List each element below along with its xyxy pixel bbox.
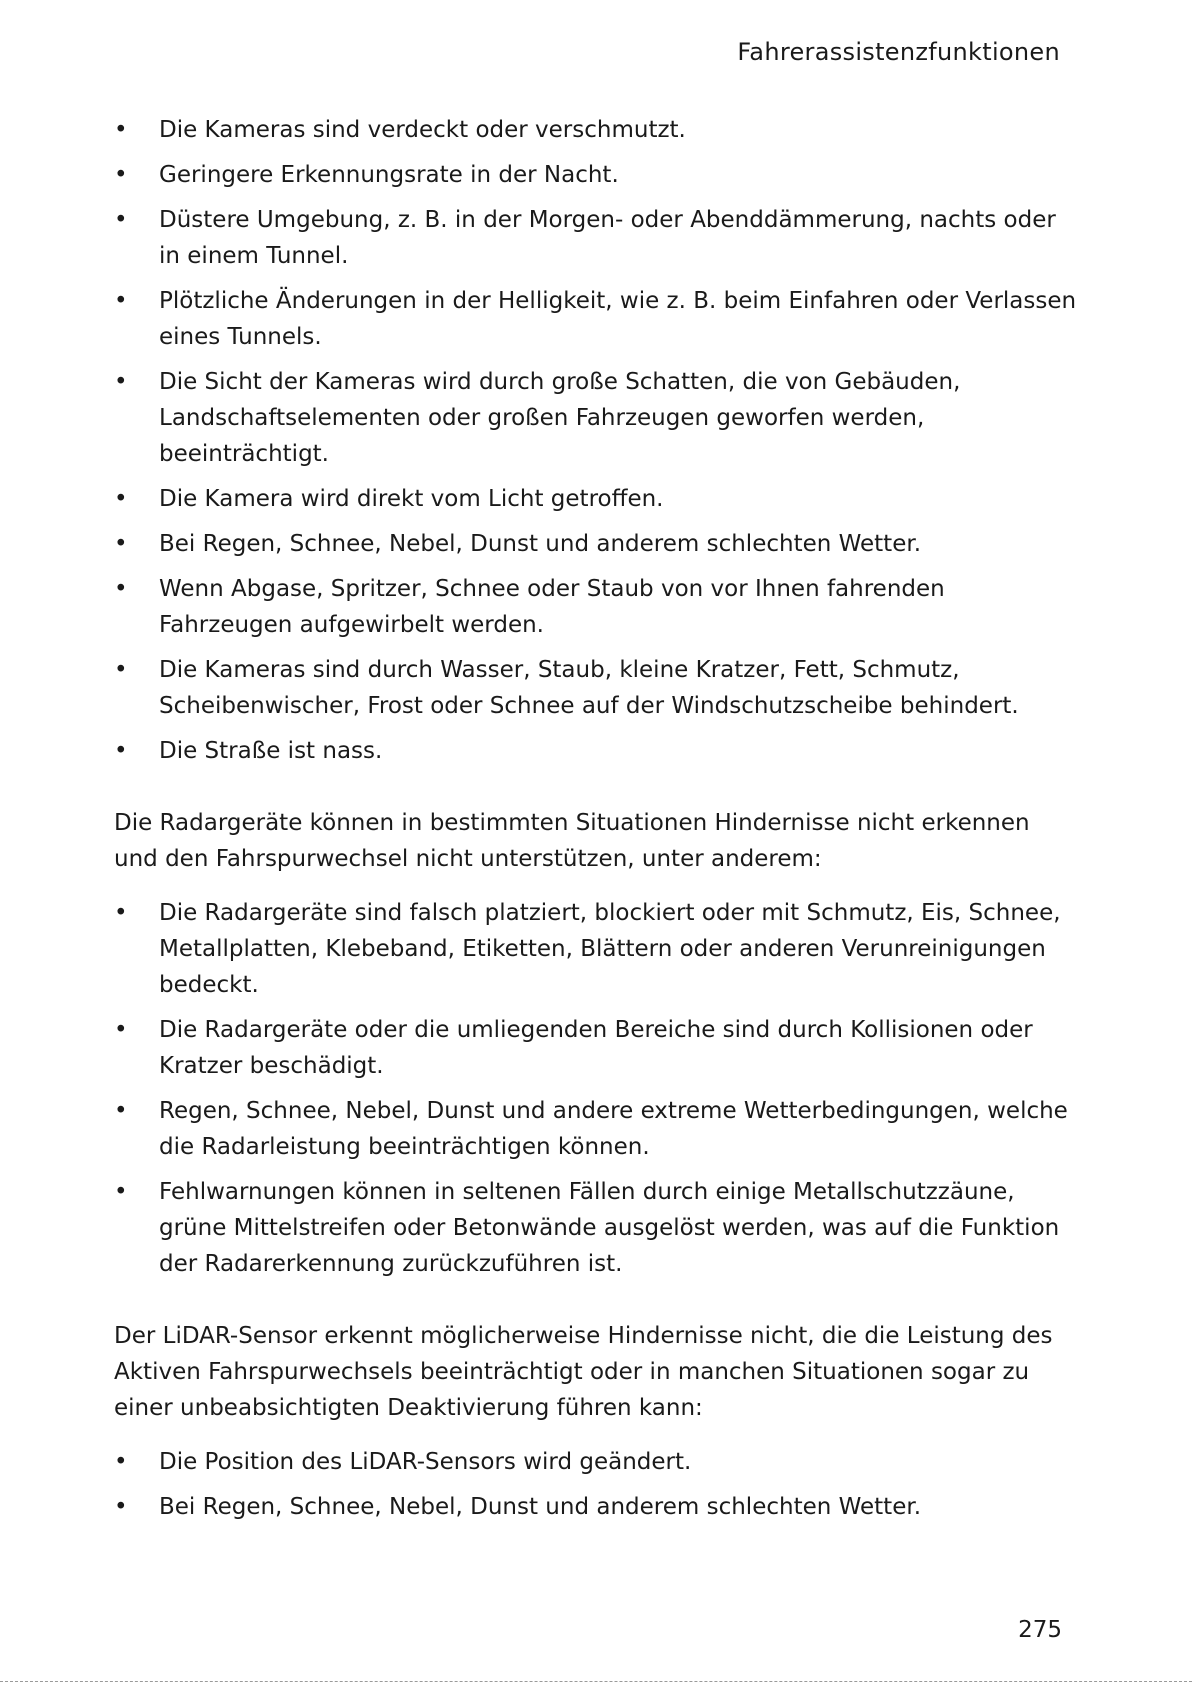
list-item (114, 157, 1080, 193)
list-item (114, 571, 1080, 643)
radar-limitations-list (114, 895, 1080, 1282)
bullet-icon: • (114, 576, 128, 602)
lidar-intro-paragraph: Der LiDAR-Sensor erkennt möglicherweise Hindernisse nicht, die die Leistung des Aktiven Fahrspurwechsels beeinträchtigt oder in manchen Situationen sogar zu einer unbeabsichtigten Deaktivierung führen kann: (114, 1323, 1053, 1421)
list-item (114, 112, 1080, 148)
bullet-icon: • (114, 1098, 128, 1124)
list-item (114, 283, 1080, 355)
page-number: 275 (1018, 1617, 1062, 1643)
list-item-text: Die Radargeräte oder die umliegenden Bereiche sind durch Kollisionen oder Kratzer beschädigt. (159, 1017, 1033, 1079)
list-item (114, 895, 1080, 1003)
bullet-icon: • (114, 1017, 128, 1043)
list-item-text: Fehlwarnungen können in seltenen Fällen durch einige Metallschutzzäune, grüne Mittelstreifen oder Betonwände ausgelöst werden, was auf die Funktion der Radarerkennung zurückzuführen ist. (159, 1179, 1060, 1277)
list-item-text: Die Sicht der Kameras wird durch große Schatten, die von Gebäuden, Landschaftselementen oder großen Fahrzeugen geworfen werden, beeinträchtigt. (159, 369, 961, 467)
list-item-text: Wenn Abgase, Spritzer, Schnee oder Staub von vor Ihnen fahrenden Fahrzeugen aufgewirbelt werden. (159, 576, 945, 638)
bullet-icon: • (114, 738, 128, 764)
bullet-icon: • (114, 117, 128, 143)
list-item (114, 1174, 1080, 1282)
bullet-icon: • (114, 1449, 128, 1475)
bullet-icon: • (114, 657, 128, 683)
list-item-text: Die Kameras sind durch Wasser, Staub, kleine Kratzer, Fett, Schmutz, Scheibenwischer, Frost oder Schnee auf der Windschutzscheibe behindert. (159, 657, 1019, 719)
list-item-text: Bei Regen, Schnee, Nebel, Dunst und anderem schlechten Wetter. (159, 1494, 922, 1520)
list-item-text: Die Kameras sind verdeckt oder verschmutzt. (159, 117, 686, 143)
list-item (114, 202, 1080, 274)
list-item-text: Die Radargeräte sind falsch platziert, blockiert oder mit Schmutz, Eis, Schnee, Metallplatten, Klebeband, Etiketten, Blättern oder anderen Verunreinigungen bedeckt. (159, 900, 1061, 998)
list-item-text: Bei Regen, Schnee, Nebel, Dunst und anderem schlechten Wetter. (159, 531, 922, 557)
radar-intro-paragraph: Die Radargeräte können in bestimmten Situationen Hindernisse nicht erkennen und den Fahrspurwechsel nicht unterstützen, unter anderem: (114, 810, 1030, 872)
page-content (114, 112, 1080, 1534)
bullet-icon: • (114, 1179, 128, 1205)
list-item (114, 481, 1080, 517)
list-item-text: Die Kamera wird direkt vom Licht getroffen. (159, 486, 664, 512)
list-item-text: Geringere Erkennungsrate in der Nacht. (159, 162, 619, 188)
list-item-text: Plötzliche Änderungen in der Helligkeit, wie z. B. beim Einfahren oder Verlassen eines Tunnels. (159, 288, 1077, 350)
list-item (114, 1444, 1080, 1480)
bullet-icon: • (114, 531, 128, 557)
bullet-icon: • (114, 207, 128, 233)
list-item-text: Regen, Schnee, Nebel, Dunst und andere extreme Wetterbedingungen, welche die Radarleistung beeinträchtigen können. (159, 1098, 1068, 1160)
bullet-icon: • (114, 369, 128, 395)
bullet-icon: • (114, 900, 128, 926)
list-item-text: Düstere Umgebung, z. B. in der Morgen- oder Abenddämmerung, nachts oder in einem Tunnel. (159, 207, 1056, 269)
bullet-icon: • (114, 288, 128, 314)
page-header-title: Fahrerassistenzfunktionen (737, 38, 1060, 66)
list-item (114, 1012, 1080, 1084)
list-item (114, 652, 1080, 724)
bullet-icon: • (114, 486, 128, 512)
list-item-text: Die Position des LiDAR-Sensors wird geändert. (159, 1449, 692, 1475)
list-item (114, 1489, 1080, 1525)
lidar-limitations-list (114, 1444, 1080, 1525)
list-item (114, 1093, 1080, 1165)
list-item-text: Die Straße ist nass. (159, 738, 383, 764)
bottom-divider (0, 1681, 1192, 1682)
list-item (114, 526, 1080, 562)
camera-limitations-list (114, 112, 1080, 769)
list-item (114, 364, 1080, 472)
bullet-icon: • (114, 1494, 128, 1520)
bullet-icon: • (114, 162, 128, 188)
list-item (114, 733, 1080, 769)
